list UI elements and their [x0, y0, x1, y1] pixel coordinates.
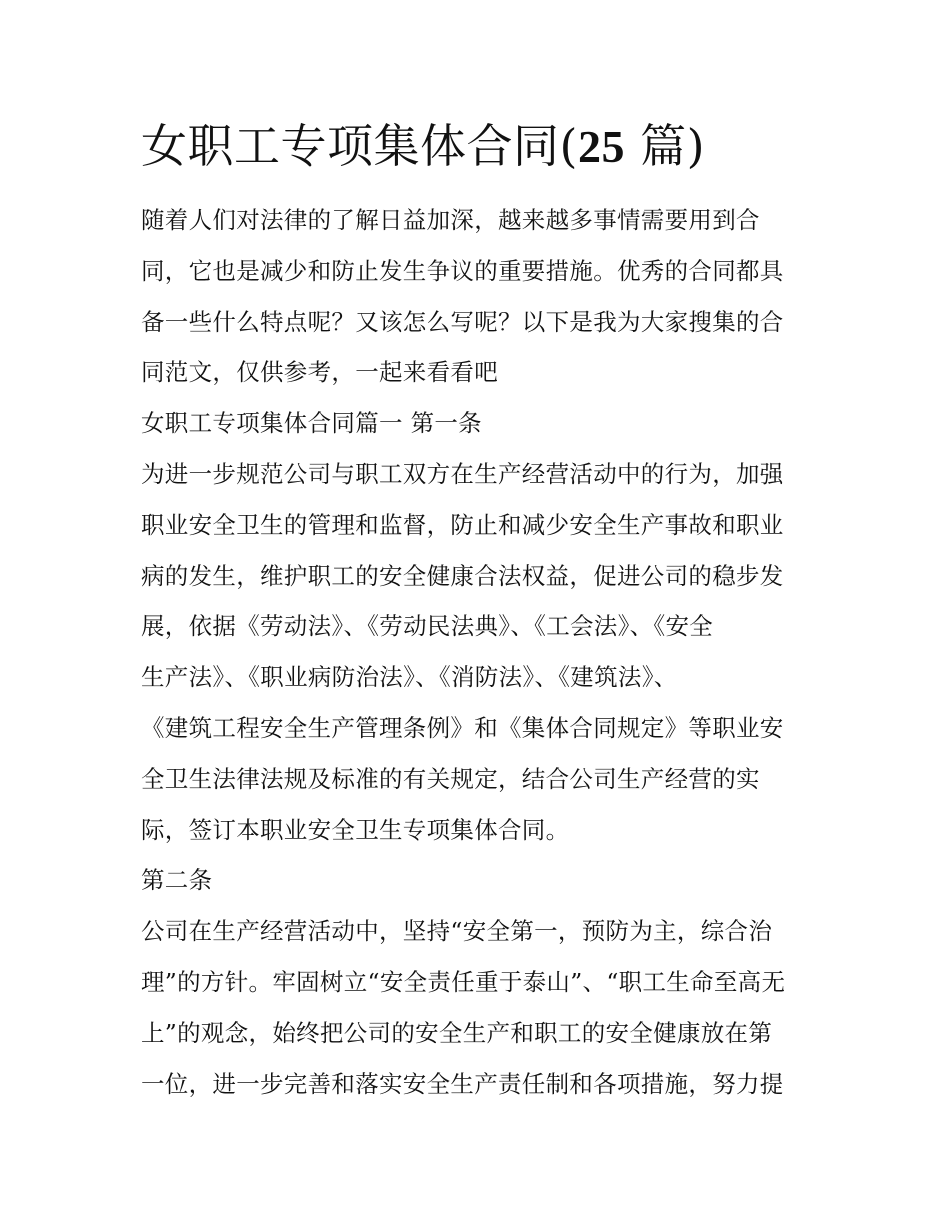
title-main: 女职工专项集体合同(: [141, 119, 578, 173]
body-line: 展，依据《劳动法》、《劳动民法典》、《工会法》、《安全: [141, 612, 714, 641]
document-body: [141, 195, 813, 1109]
body-line: 为进一步规范公司与职工双方在生产经营活动中的行为，加强: [141, 459, 784, 488]
document-title: [141, 112, 813, 181]
body-line: 生产法》、《职业病防治法》、《消防法》、《建筑法》、: [141, 663, 678, 692]
body-line: 《建筑工程安全生产管理条例》和《集体合同规定》等职业安: [141, 713, 784, 742]
body-line: 同，它也是减少和防止发生争议的重要措施。优秀的合同都具: [141, 256, 784, 285]
body-line: 公司在生产经营活动中，坚持“安全第一，预防为主，综合治: [141, 917, 773, 946]
article-heading: 第二条: [141, 866, 213, 895]
body-line: 病的发生，维护职工的安全健康合法权益，促进公司的稳步发: [141, 561, 784, 590]
body-line: 际，签订本职业安全卫生专项集体合同。: [141, 815, 570, 844]
section-heading: 女职工专项集体合同篇一 第一条: [141, 409, 482, 438]
body-line: 一位，进一步完善和落实安全生产责任制和各项措施，努力提: [141, 1069, 784, 1098]
body-line: 同范文，仅供参考，一起来看看吧: [141, 358, 498, 387]
body-line: 备一些什么特点呢？又该怎么写呢？以下是我为大家搜集的合: [141, 307, 784, 336]
body-line: 全卫生法律法规及标准的有关规定，结合公司生产经营的实: [141, 764, 760, 793]
title-number: 25: [577, 121, 625, 172]
title-tail: 篇): [624, 119, 706, 173]
body-line: 随着人们对法律的了解日益加深，越来越多事情需要用到合: [141, 206, 760, 234]
body-line: 理”的方针。牢固树立“安全责任重于泰山”、“职工生命至高无: [141, 967, 786, 996]
body-line: 上”的观念，始终把公司的安全生产和职工的安全健康放在第: [141, 1018, 773, 1047]
body-line: 职业安全卫生的管理和监督，防止和减少安全生产事故和职业: [141, 510, 784, 539]
document-page: [141, 112, 813, 1109]
